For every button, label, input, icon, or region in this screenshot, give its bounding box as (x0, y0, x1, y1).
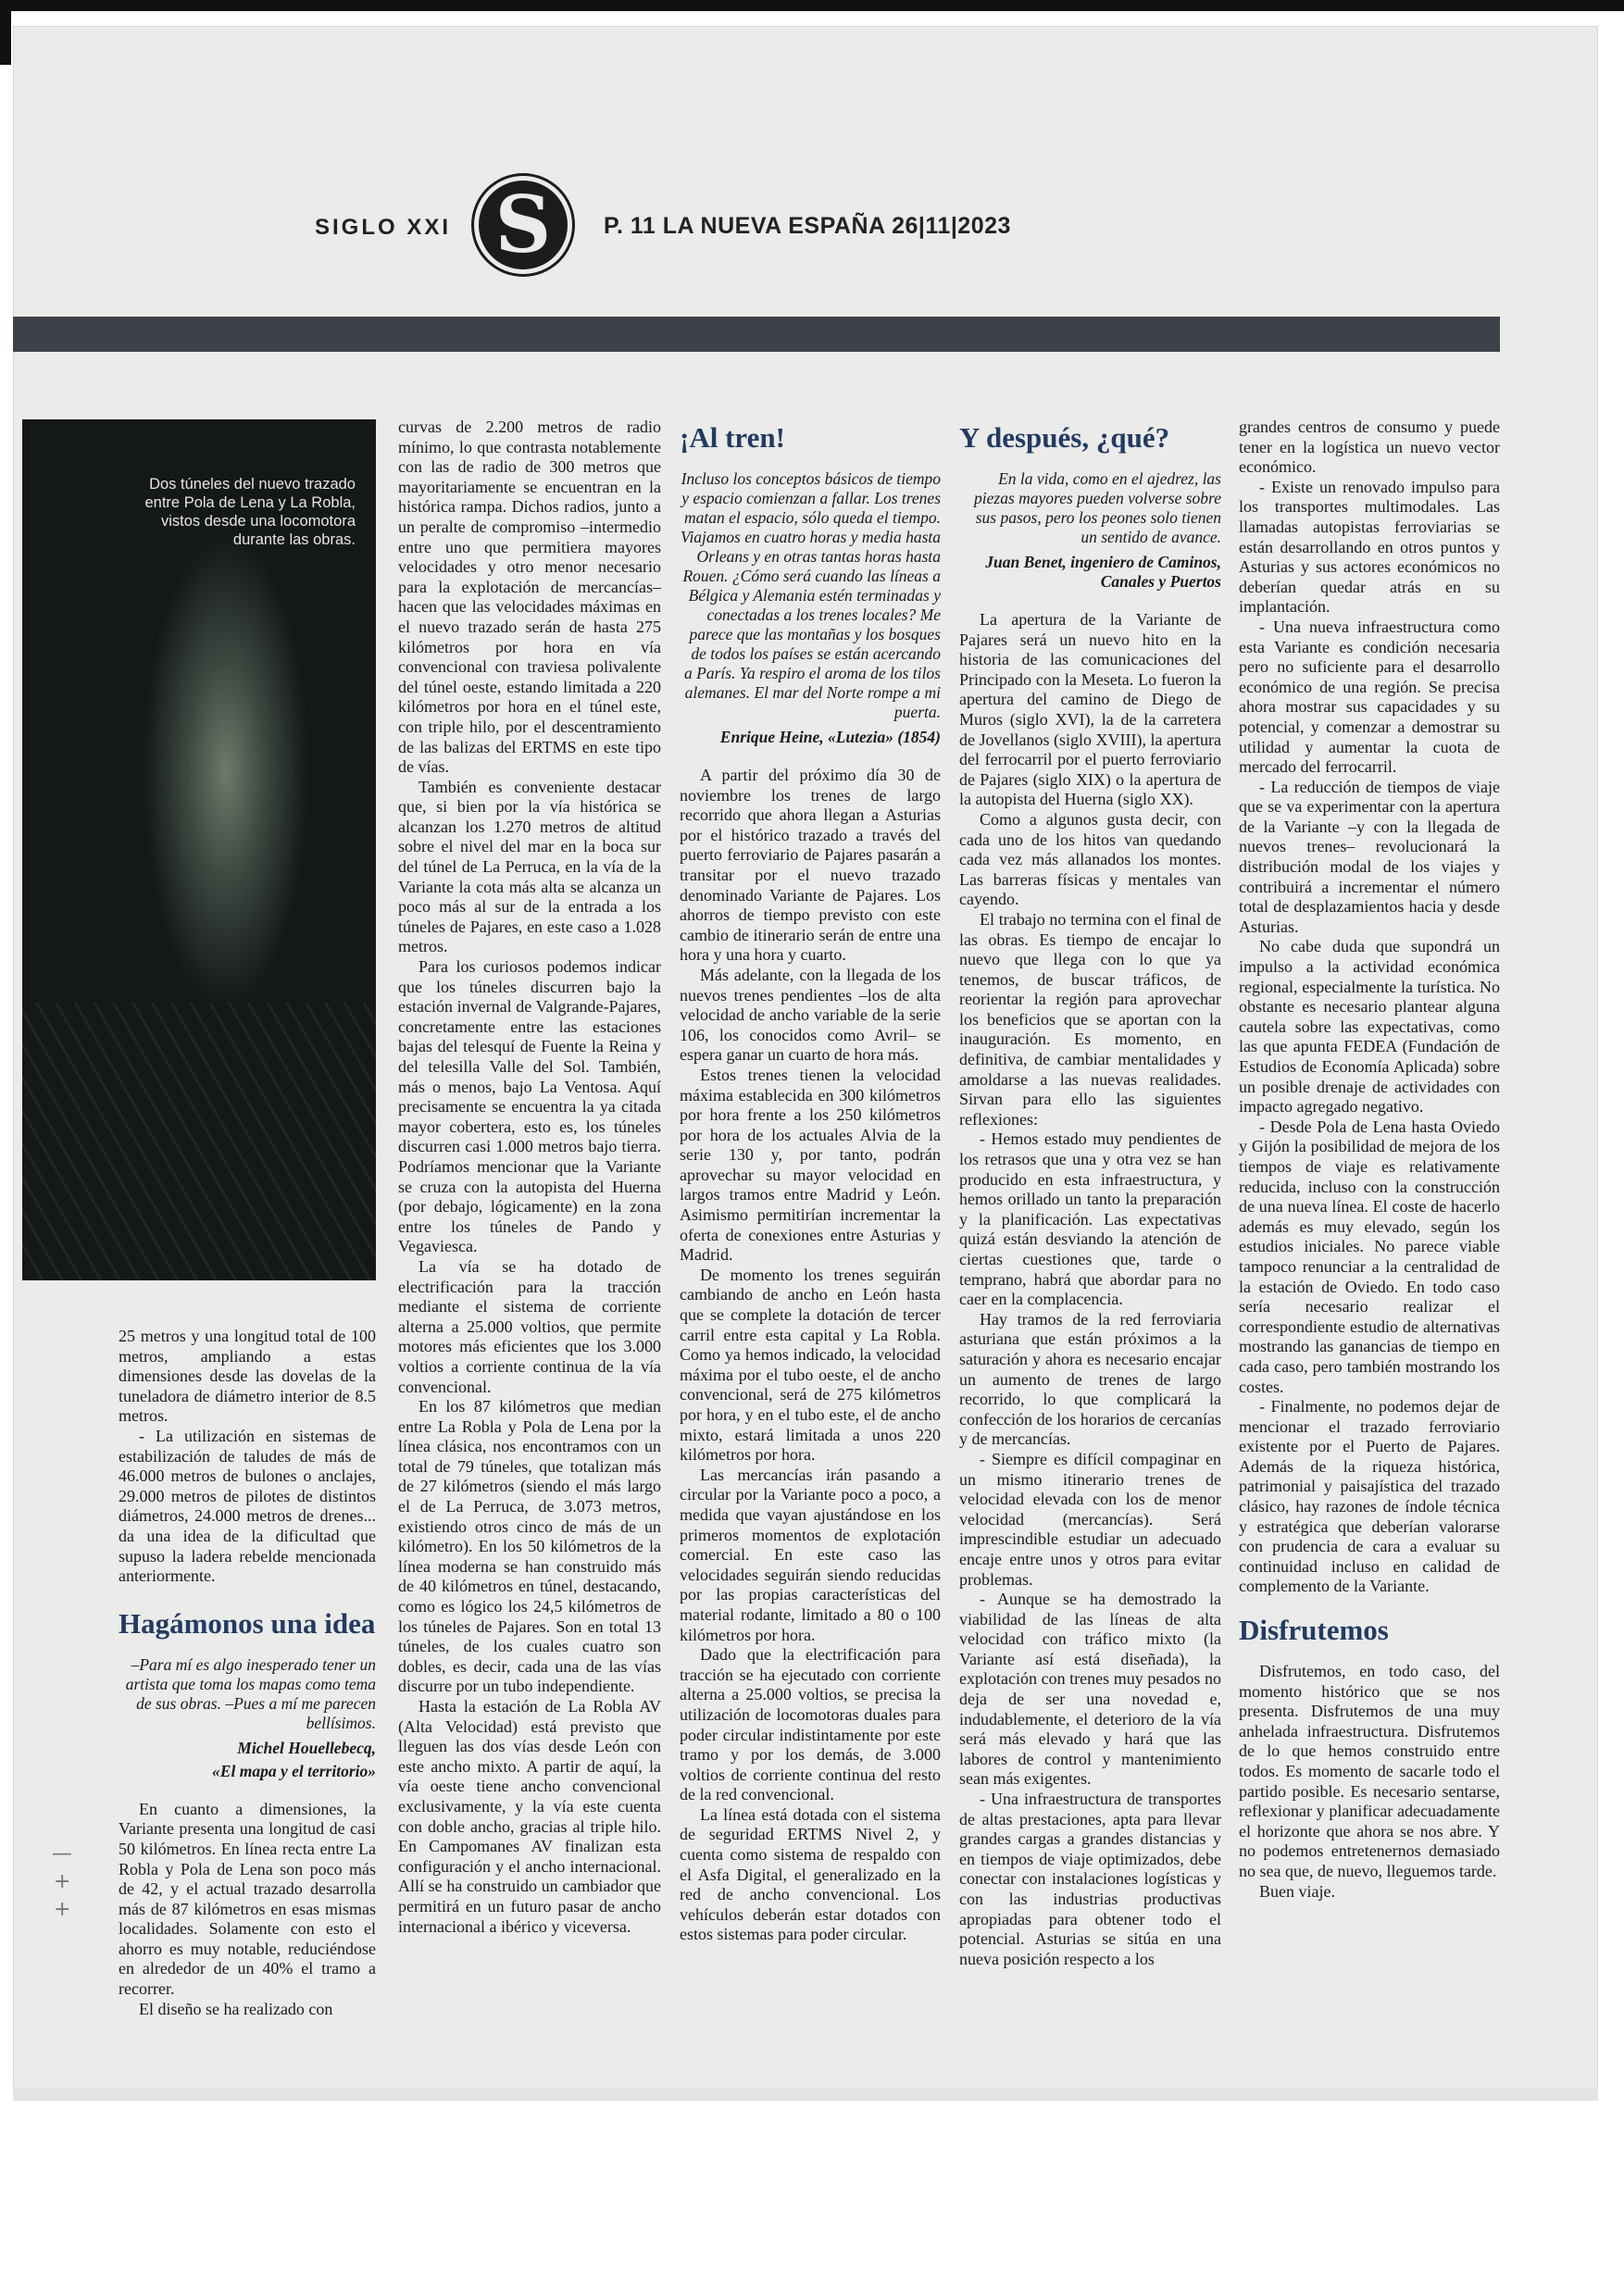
column-5 (1239, 418, 1500, 1902)
col2-paragraph: Para los curiosos podemos indicar que los túneles discurren bajo la estación invernal de Valgrande-Pajares, concretamente entre las estaciones bajas del telesquí de Fuente la Reina y del telesilla Valle del Sol. También, más o menos, bajo La Ventosa. Aquí precisamente se encuentra la ya citada mayor cobertera, esto es, los túneles discurren casi 1.000 metros bajo tierra. Podríamos mencionar que la Variante se cruza con la autopista del Huerna (por debajo, lógicamente) en la zona entre los túneles de Pando y Vegaviesca. (398, 957, 661, 1256)
section-heading-y-despues: Y después, ¿qué? (959, 421, 1170, 454)
column-1 (119, 1327, 376, 2019)
col5-paragraph: - La reducción de tiempos de viaje que se va experimentar con la apertura de la Variante –y con la llegada de nuevos trenes– revolucionará la distribución modal de los viajes y contribuirá a incrementar el número total de desplazamientos hacia y desde Asturias. (1239, 777, 1500, 936)
photo-caption: Dos túneles del nuevo trazado entre Pola de Lena y La Robla, vistos desde una locomotora durante las obras. (144, 476, 356, 548)
column-4 (959, 421, 1221, 1969)
section-heading-hagamonos: Hagámonos una idea (119, 1606, 376, 1640)
header-band (13, 317, 1500, 352)
registration-mark-icon: — (52, 1842, 72, 1866)
section-label: SIGLO XXI (315, 215, 452, 240)
col1-paragraph: - La utilización en sistemas de estabilización de taludes de más de 46.000 metros de bulones o anclajes, 29.000 metros de pilotes de distintos diámetros, 24.000 metros de drenes... da una idea de la dificultad que supuso la ladera rebelde mencionada anteriormente. (119, 1426, 376, 1586)
epigraph-author: Michel Houellebecq, (237, 1738, 376, 1757)
registration-mark-icon: + (54, 1898, 71, 1921)
col4-paragraph: El trabajo no termina con el final de las obras. Es tiempo de encajar lo nuevo que llega con lo que ya tenemos, de buscar tráficos, de reorientar la región para aprovechar los beneficios que se aportan con la inauguración. Es momento, en definitiva, de cambiar mentalidades y amoldarse a las nuevas realidades. Sirvan para ello las siguientes reflexiones: (959, 909, 1221, 1129)
section-heading-disfrutemos: Disfrutemos (1239, 1614, 1389, 1647)
epigraph-author: Enrique Heine, «Lutezia» (1854) (719, 728, 941, 746)
col1-paragraph: El diseño se ha realizado con (139, 1999, 333, 2018)
tunnel-photo (22, 419, 376, 1280)
col5-paragraph: - Desde Pola de Lena hasta Oviedo y Gijón la posibilidad de mejora de los tiempos de viaje es relativamente reducida, incluso con la construcción de una nueva línea. El coste de hacerlo además es muy elevado, según los estudios iniciales. No parece viable tampoco renunciar a la centralidad de la estación de Oviedo. En todo caso sería necesario realizar el correspondiente estudio de alternativas mostrando las ganancias de tiempo en cada caso, pero también mostrando los costes. (1239, 1117, 1500, 1396)
column-3 (680, 421, 941, 1945)
page-header (0, 176, 1624, 278)
page-reference: P. 11 LA NUEVA ESPAÑA 26|11|2023 (604, 213, 1011, 239)
col4-paragraph: - Siempre es difícil compaginar en un mismo itinerario trenes de velocidad elevada con los de menor velocidad (mercancías). Será imprescindible estudiar un adecuado encaje entre unos y otros para evitar problemas. (959, 1449, 1221, 1589)
col4-paragraph: - Aunque se ha demostrado la viabilidad de las líneas de alta velocidad con tráfico mixto (la Variante así está diseñada), la explotación con trenes muy pesados no deja de ser una novedad e, indudablemente, el deterioro de la vía será más elevado y hará que las labores de control y mantenimiento sean más exigentes. (959, 1590, 1221, 1789)
col4-paragraph: Hay tramos de la red ferroviaria asturiana que están próximos a la saturación y ahora es necesario encajar un aumento de trenes de largo recorrido, lo que complicará la confección de los horarios de cercanías y de mercancías. (959, 1309, 1221, 1449)
col5-paragraph: Disfrutemos, en todo caso, del momento histórico que se nos presenta. Disfrutemos de una muy anhelada infraestructura. Disfrutemos de lo que hemos construido entre todos. Es momento de sacarle todo el partido posible. Es necesario sentarse, reflexionar y planificar adecuadamente el horizonte que ahora se nos abre. Y no podemos entretenernos demasiado no sea que, de nuevo, lleguemos tarde. (1239, 1662, 1500, 1880)
scan-edge-top (0, 0, 1624, 11)
epigraph-source: «El mapa y el territorio» (212, 1761, 376, 1780)
col2-paragraph: La vía se ha dotado de electrificación para la tracción mediante el sistema de corriente alterna a 25.000 voltios, que permite motores más eficientes que los 3.000 voltios a corriente continua de la vía convencional. (398, 1256, 661, 1396)
col4-paragraph: La apertura de la Variante de Pajares será un nuevo hito en la historia de las comunicaciones del Principado con la Meseta. Lo fueron la apertura del camino de Diego de Muros (siglo XVI), la de la carretera de Jovellanos (siglo XVIII), la apertura del ferrocarril por el puerto ferroviario de Pajares (siglo XIX) o la apertura de la autopista del Huerna (siglo XX). (959, 610, 1221, 809)
col2-paragraph: En los 87 kilómetros que median entre La Robla y Pola de Lena por la línea clásica, nos encontramos con un total de 79 túneles, que totalizan más de 27 kilómetros (siendo el más largo el de La Perruca, de 3.073 metros, existiendo otros cinco de más de un kilómetro). En los 50 kilómetros de la línea moderna se han construido más de 40 kilómetros en túnel, destacando, como es lógico los 24,5 kilómetros de los túneles de Pajares. Son en total 13 túneles, de los cuales cuatro son dobles, es decir, cada una de las vías discurre por un tubo independiente. (398, 1397, 661, 1696)
col5-paragraph: - Existe un renovado impulso para los transportes multimodales. Las llamadas autopistas ferroviarias se están desarrollando en otros puntos y Asturias y sus actores económicos no deberían quedar atrás en su implantación. (1239, 477, 1500, 617)
col2-paragraph: También es conveniente destacar que, si bien por la vía histórica se alcanzan los 1.270 metros de altitud sobre el nivel del mar en la boca sur del túnel de La Perruca, en la vía de la Variante la cota más alta se alcanza un poco más al sur de la entrada a los túneles de Pajares, en este caso a 1.028 metros. (398, 777, 661, 956)
epigraph-quote: Incluso los conceptos básicos de tiempo y espacio comienzan a fallar. Los trenes matan el espacio, sólo queda el tiempo. Viajamos en cuatro horas y media hasta Orleans y en otras tantas horas hasta Rouen. ¿Cómo será cuando las líneas a Bélgica y Alemania estén terminadas y conectadas a los trenes locales? Me parece que las montañas y los bosques de todos los países se están acercando a París. Ya respiro el aroma de los tilos alemanes. El mar del Norte rompe a mi puerta. (681, 469, 941, 721)
paper-bottom-edge (13, 2088, 1598, 2101)
col3-paragraph: Estos trenes tienen la velocidad máxima establecida en 300 kilómetros por hora frente a los 250 kilómetros por hora de los actuales Alvia de la serie 130 y, por tanto, podrán aprovechar su mayor velocidad en largos tramos entre Madrid y León. Asimismo permitirían incrementar la oferta de conexiones entre Asturias y Madrid. (680, 1065, 941, 1265)
col3-paragraph: Más adelante, con la llegada de los nuevos trenes pendientes –los de alta velocidad de ancho variable de la serie 106, los conocidos como Avril– se espera ganar un cuarto de hora más. (680, 965, 941, 1065)
col5-paragraph: - Una nueva infraestructura como esta Variante es condición necesaria pero no suficiente para el desarrollo económico de una región. Se precisa ahora mostrar sus capacidades y su potencial, y comenzar a demostrar su utilidad y aumentar la cuota de mercado del ferrocarril. (1239, 617, 1500, 777)
col3-paragraph: Las mercancías irán pasando a circular por la Variante poco a poco, a medida que vayan ajustándose en los primeros momentos de explotación comercial. En este caso las velocidades seguirán siendo reducidas por las propias características del material rodante, limitado a 80 o 100 kilómetros por hora. (680, 1465, 941, 1644)
section-logo: S (474, 176, 572, 274)
col5-paragraph: No cabe duda que supondrá un impulso a la actividad económica regional, especialmente la turística. No obstante es necesario plantear alguna cautela sobre las expectativas, como las que apunta FEDEA (Fundación de Estudios de Economía Aplicada) sobre un posible drenaje de actividades con impacto agregado negativo. (1239, 937, 1500, 1117)
col2-paragraph: Hasta la estación de La Robla AV (Alta Velocidad) está previsto que lleguen las dos vías desde León con este ancho mixto. A partir de aquí, la vía oeste tiene ancho convencional exclusivamente, y la vía este cuenta con doble ancho, gracias al triple hilo. En Campomanes AV finalizan esta configuración y el ancho internacional. Allí se ha construido un cambiador que permitirá en un futuro pasar de ancho internacional a ibérico y viceversa. (398, 1697, 661, 1936)
epigraph-author: Juan Benet, ingeniero de Caminos, Canales y Puertos (985, 553, 1221, 591)
col5-paragraph: grandes centros de consumo y puede tener en la logística un nuevo vector económico. (1239, 418, 1500, 477)
col3-paragraph: De momento los trenes seguirán cambiando de ancho en León hasta que se complete la dotación de tercer carril entre esta capital y La Robla. Como ya hemos indicado, la velocidad máxima por el tubo oeste, el de ancho convencional, será de 275 kilómetros por hora, y en el tubo este, el de ancho mixto, estará limitada a unos 220 kilómetros por hora. (680, 1265, 941, 1465)
col5-paragraph: Buen viaje. (1259, 1881, 1335, 1901)
col4-paragraph: - Una infraestructura de transportes de altas prestaciones, apta para llevar grandes cargas a grandes distancias y en tiempos de viaje optimizados, debe conectar con instalaciones logísticas y con las industrias productivas apropiadas para obtener todo el potencial. Asturias se sitúa en una nueva posición respecto a los (959, 1790, 1221, 1968)
col3-paragraph: Dado que la electrificación para tracción se ha ejecutado con corriente alterna a 25.000 voltios, se precisa la utilización de locomotoras duales para poder circular indistintamente por este tramo y por los demás, de 3.000 voltios de corriente continua del resto de la red convencional. (680, 1645, 941, 1804)
scan-edge-left (0, 0, 11, 65)
registration-mark-icon: + (54, 1870, 71, 1893)
epigraph-quote: En la vida, como en el ajedrez, las piezas mayores pueden volverse sobre sus pasos, pero los peones solo tienen un sentido de avance. (974, 469, 1221, 546)
col4-paragraph: Como a algunos gusta decir, con cada uno de los hitos van quedando cada vez más allanados los montes. Las barreras físicas y mentales van cayendo. (959, 809, 1221, 909)
col3-paragraph: A partir del próximo día 30 de noviembre los trenes de largo recorrido que ahora llegan a Asturias por el histórico trazado a través del puerto ferroviario de Pajares pasarán a transitar por el nuevo trazado denominado Variante de Pajares. Los ahorros de tiempo previsto con este cambio de itinerario serán de entre una hora y una hora y cuarto. (680, 766, 941, 965)
section-heading-al-tren: ¡Al tren! (680, 421, 785, 454)
col3-paragraph: La línea está dotada con el sistema de seguridad ERTMS Nivel 2, y cuenta como sistema de respaldo con el Asfa Digital, el generalizado en la red de ancho convencional. Los vehículos deberán estar dotados con estos sistemas para poder circular. (680, 1804, 941, 1944)
col5-paragraph: - Finalmente, no podemos dejar de mencionar el trazado ferroviario existente por el Puerto de Pajares. Además de la riqueza histórica, patrimonial y paisajística del trazado clásico, hay razones de índole técnica y estratégica que deberían valorarse con prudencia de cara a evaluar su continuidad incluso en calidad de complemento de la Variante. (1239, 1397, 1500, 1596)
col1-paragraph: 25 metros y una longitud total de 100 metros, ampliando a estas dimensiones desde las dovelas de la tuneladora de diámetro interior de 8.5 metros. (119, 1327, 376, 1426)
col2-paragraph: curvas de 2.200 metros de radio mínimo, lo que contrasta notablemente con las de radio de 300 metros que mayoritariamente se encuentran en la histórica rampa. Dichos radios, junto a un peralte de compromiso –intermedio entre uno que permitiera mayores velocidades y otro menor necesario para la explotación de mercancías– hacen que las velocidades máximas en el nuevo trazado serán de hasta 275 kilómetros por hora en vía convencional con traviesa polivalente del túnel oeste, estando limitada a 220 kilómetros por hora en el túnel este, con triple hilo, por el descentramiento de las balizas del ERTMS en este tipo de vías. (398, 418, 661, 777)
col4-paragraph: - Hemos estado muy pendientes de los retrasos que una y otra vez se han producido en esta infraestructura, y hemos orillado un tanto la preparación y la planificación. Las expectativas quizá están desviando la atención de ciertas cuestiones que, tarde o temprano, habrá que abordar para no caer en la complacencia. (959, 1129, 1221, 1309)
col1-paragraph: En cuanto a dimensiones, la Variante presenta una longitud de casi 50 kilómetros. En línea recta entre La Robla y Pola de Lena son poco más de 42, y el actual trazado desarrolla más de 87 kilómetros en esas mismas localidades. Solamente con esto el ahorro es muy notable, reduciéndose en alrededor de un 40% el tramo a recorrer. (119, 1799, 376, 1999)
epigraph-quote: –Para mí es algo inesperado tener un artista que toma los mapas como tema de sus obras. –Pues a mí me parecen bellísimos. (125, 1654, 376, 1732)
column-2 (398, 418, 661, 1937)
